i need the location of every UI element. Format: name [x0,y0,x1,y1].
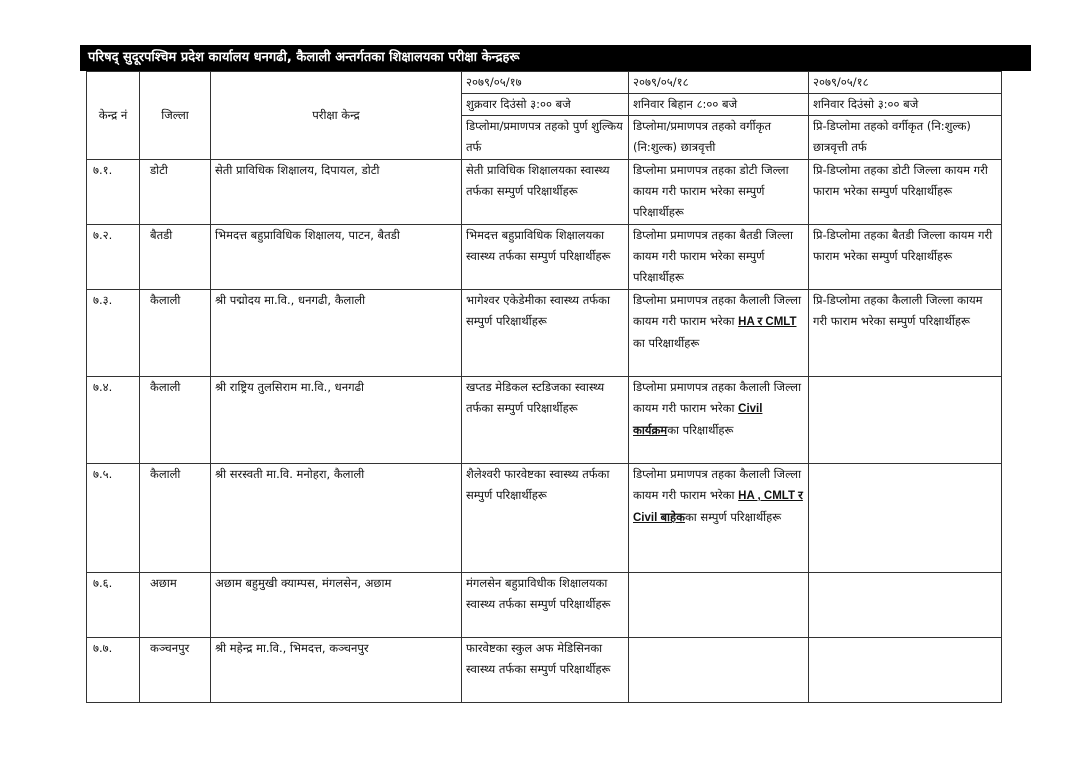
document-title: परिषद् सुदूरपश्चिम प्रदेश कार्यालय धनगढी, कैलाली अन्तर्गतका शिक्षालयका परीक्षा केन्द्रहरू [80,45,1031,71]
row-session-3 [809,573,1002,638]
header-center-no: केन्द्र नं [87,72,140,160]
row-session-1: खप्तड मेडिकल स्टडिजका स्वास्थ्य तर्फका सम्पुर्ण परिक्षार्थीहरू [462,377,629,464]
row-session-1: सेती प्राविधिक शिक्षालयका स्वास्थ्य तर्फका सम्पुर्ण परिक्षार्थीहरू [462,160,629,225]
row-district: कञ्चनपुर [140,638,211,703]
row-center-no: ७.३. [87,290,140,377]
table-row [87,573,1002,638]
row-session-2: डिप्लोमा प्रमाणपत्र तहका बैतडी जिल्ला कायम गरी फाराम भरेका सम्पुर्ण परिक्षार्थीहरू [629,225,809,290]
row-district: डोटी [140,160,211,225]
header-session-1-time: शुक्रवार दिउंसो ३:०० बजे [462,94,629,116]
row-district: कैलाली [140,290,211,377]
row-session-2-suffix: का परिक्षार्थीहरू [633,336,700,350]
row-session-3: प्रि-डिप्लोमा तहका कैलाली जिल्ला कायम गरी फाराम भरेका सम्पुर्ण परिक्षार्थीहरू [809,290,1002,377]
header-session-3-time: शनिवार दिउंसो ३:०० बजे [809,94,1002,116]
header-session-1-date: २०७९/०५/१७ [462,72,629,94]
row-session-3 [809,377,1002,464]
row-exam-center: श्री राष्ट्रिय तुलसिराम मा.वि., धनगढी [211,377,462,464]
row-district: अछाम [140,573,211,638]
header-session-1-desc: डिप्लोमा/प्रमाणपत्र तहको पुर्ण शुल्किय तर्फ [462,116,629,160]
row-session-3 [809,638,1002,703]
row-session-2-suffix: का सम्पुर्ण परिक्षार्थीहरू [684,510,782,524]
header-session-2-date: २०७९/०५/१८ [629,72,809,94]
table-row [87,290,1002,377]
header-exam-center: परीक्षा केन्द्र [211,72,462,160]
row-session-2 [629,573,809,638]
table-row [87,377,1002,464]
row-session-2-text: डिप्लोमा प्रमाणपत्र तहका कैलाली जिल्ला कायम गरी फाराम भरेका [633,293,802,328]
row-session-3 [809,464,1002,573]
row-session-3: प्रि-डिप्लोमा तहका डोटी जिल्ला कायम गरी फाराम भरेका सम्पुर्ण परिक्षार्थीहरू [809,160,1002,225]
row-district: कैलाली [140,377,211,464]
row-center-no: ७.६. [87,573,140,638]
row-district: बैतडी [140,225,211,290]
header-session-2-desc: डिप्लोमा/प्रमाणपत्र तहको वर्गीकृत (नि:शुल्क) छात्रवृत्ती [629,116,809,160]
header-session-3-desc: प्रि-डिप्लोमा तहको वर्गीकृत (नि:शुल्क) छात्रवृत्ती तर्फ [809,116,1002,160]
row-session-2-programs: Civil कार्यक्रम [633,403,763,437]
exam-centers-table [86,71,1002,703]
row-session-1: फारवेष्टका स्कुल अफ मेडिसिनका स्वास्थ्य तर्फका सम्पुर्ण परिक्षार्थीहरू [462,638,629,703]
row-center-no: ७.४. [87,377,140,464]
row-center-no: ७.५. [87,464,140,573]
row-exam-center: भिमदत्त बहुप्राविधिक शिक्षालय, पाटन, बैतडी [211,225,462,290]
row-session-2: डिप्लोमा प्रमाणपत्र तहका डोटी जिल्ला कायम गरी फाराम भरेका सम्पुर्ण परिक्षार्थीहरू [629,160,809,225]
row-session-2-text: डिप्लोमा प्रमाणपत्र तहका कैलाली जिल्ला कायम गरी फाराम भरेका [633,467,802,502]
table-row [87,160,1002,225]
row-session-1: मंगलसेन बहुप्राविधीक शिक्षालयका स्वास्थ्य तर्फका सम्पुर्ण परिक्षार्थीहरू [462,573,629,638]
row-session-1: भिमदत्त बहुप्राविधिक शिक्षालयका स्वास्थ्य तर्फका सम्पुर्ण परिक्षार्थीहरू [462,225,629,290]
row-session-2 [629,638,809,703]
row-center-no: ७.१. [87,160,140,225]
row-session-3: प्रि-डिप्लोमा तहका बैतडी जिल्ला कायम गरी फाराम भरेका सम्पुर्ण परिक्षार्थीहरू [809,225,1002,290]
row-session-2 [629,377,809,464]
row-session-1: भागेश्वर एकेडेमीका स्वास्थ्य तर्फका सम्पुर्ण परिक्षार्थीहरू [462,290,629,377]
table-row [87,225,1002,290]
row-session-2-programs: HA र CMLT [738,316,797,328]
row-district: कैलाली [140,464,211,573]
row-session-2-programs: HA , CMLT र Civil बाहेक [633,490,803,524]
row-exam-center: श्री सरस्वती मा.वि. मनोहरा, कैलाली [211,464,462,573]
row-session-2-suffix: का परिक्षार्थीहरू [667,423,734,437]
header-session-3-date: २०७९/०५/१८ [809,72,1002,94]
row-session-2 [629,464,809,573]
row-center-no: ७.७. [87,638,140,703]
header-session-2-time: शनिवार बिहान ८:०० बजे [629,94,809,116]
header-district: जिल्ला [140,72,211,160]
table-row [87,464,1002,573]
row-exam-center: श्री महेन्द्र मा.वि., भिमदत्त, कञ्चनपुर [211,638,462,703]
row-session-2-text: डिप्लोमा प्रमाणपत्र तहका कैलाली जिल्ला कायम गरी फाराम भरेका [633,380,802,415]
row-center-no: ७.२. [87,225,140,290]
row-exam-center: श्री पद्मोदय मा.वि., धनगढी, कैलाली [211,290,462,377]
table-row [87,638,1002,703]
row-exam-center: अछाम बहुमुखी क्याम्पस, मंगलसेन, अछाम [211,573,462,638]
row-session-2 [629,290,809,377]
row-session-1: शैलेश्वरी फारवेष्टका स्वास्थ्य तर्फका सम्पुर्ण परिक्षार्थीहरू [462,464,629,573]
row-exam-center: सेती प्राविधिक शिक्षालय, दिपायल, डोटी [211,160,462,225]
